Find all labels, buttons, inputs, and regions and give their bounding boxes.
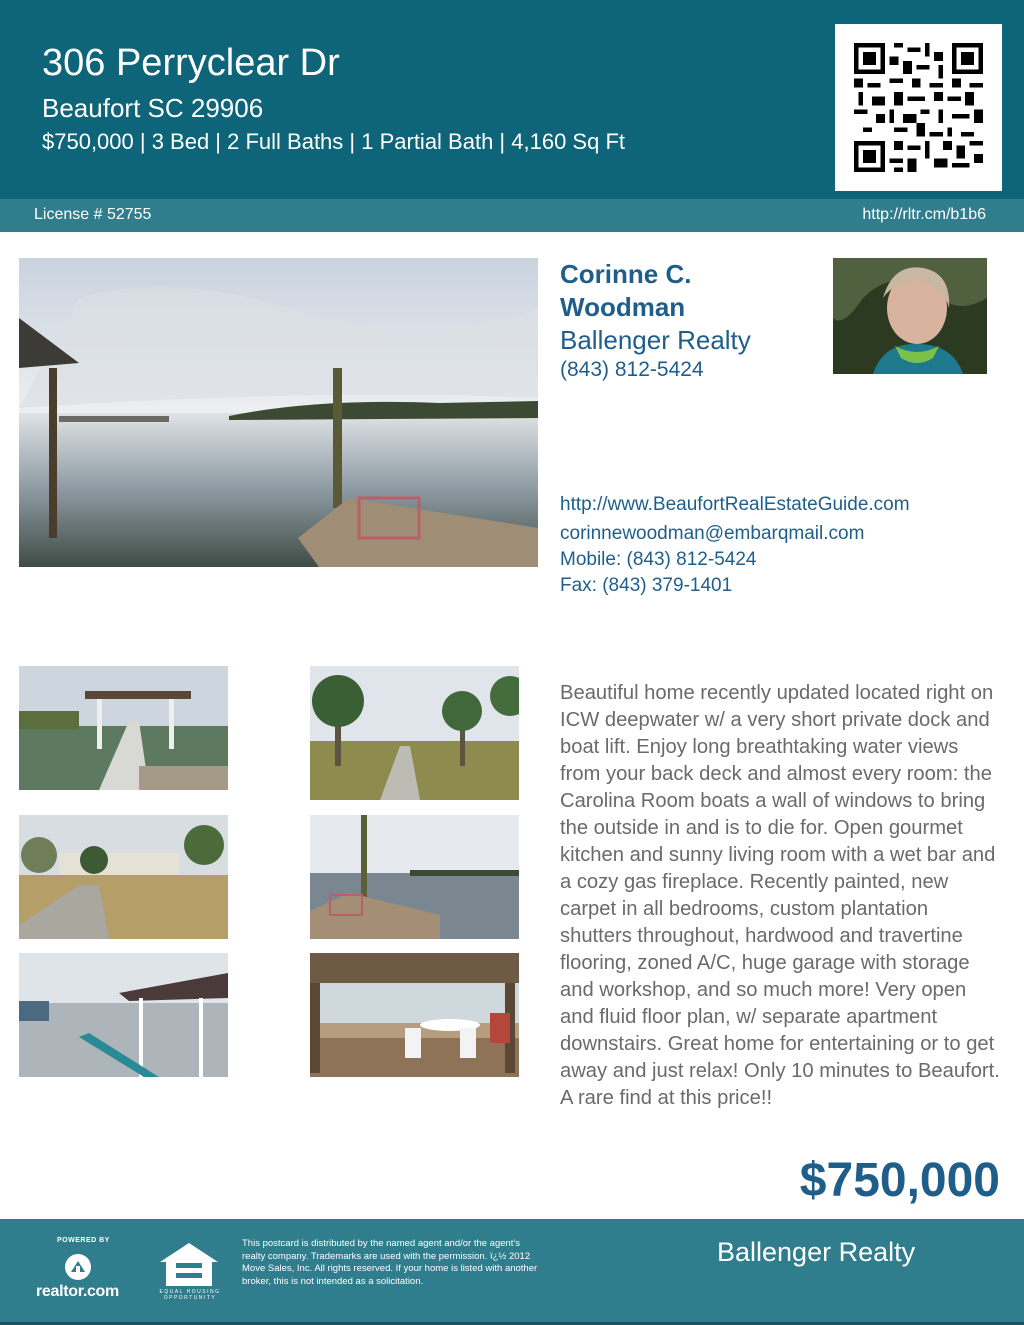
equal-housing-text: EQUAL HOUSING OPPORTUNITY [159, 1289, 221, 1301]
thumbnail-photo[interactable] [19, 953, 228, 1077]
realtor-logo-icon [62, 1252, 94, 1287]
thumbnail-photo[interactable] [310, 815, 519, 939]
equal-housing-icon [156, 1240, 222, 1293]
listing-address: 306 Perryclear Dr [42, 42, 340, 84]
thumbnail-photo[interactable] [310, 666, 519, 800]
license-number: License # 52755 [34, 206, 152, 223]
listing-price: $750,000 [799, 1154, 1000, 1207]
listing-description: Beautiful home recently updated located right on ICW deepwater w/ a very short private dock and boat lift. Enjoy long breathtaking water views from your back deck and almost every room: the Carolina Room boats a wall of windows to bring the outside in and is to die for. Open gourmet kitchen and sunny living room with a wet bar and a cozy gas fireplace. Recently painted, new carpet in all bedrooms, custom plantation shutters throughout, hardwood and travertine flooring, zoned A/C, huge garage with storage and workshop, and so much more! Very open and fluid floor plan, w/ separate apartment downstairs. Great home for entertaining or to get away and just relax! Only 10 minutes to Beaufort. A rare find at this price!! [560, 682, 1000, 1109]
thumbnail-photo[interactable] [310, 953, 519, 1077]
qr-code-icon[interactable] [835, 24, 1002, 191]
agent-phone[interactable]: (843) 812-5424 [560, 358, 704, 381]
powered-by-label: POWERED BY [57, 1237, 110, 1244]
agent-portrait [833, 258, 987, 374]
agent-website-link[interactable]: http://www.BeaufortRealEstateGuide.com [560, 494, 910, 515]
footer [0, 1219, 1024, 1325]
listing-header [0, 0, 1024, 199]
agent-last-name: Woodman [560, 292, 686, 322]
realtor-logo-text[interactable]: realtor.com [36, 1283, 119, 1300]
listing-specs: $750,000 | 3 Bed | 2 Full Baths | 1 Partial Bath | 4,160 Sq Ft [42, 129, 625, 154]
main-photo [19, 258, 538, 567]
agent-company: Ballenger Realty [560, 325, 751, 355]
listing-city: Beaufort SC 29906 [42, 93, 264, 123]
agent-email-link[interactable]: corinnewoodman@embarqmail.com [560, 523, 865, 544]
agent-first-name: Corinne C. [560, 259, 692, 289]
license-bar [0, 199, 1024, 232]
thumbnail-photo[interactable] [19, 666, 228, 790]
agent-mobile[interactable]: Mobile: (843) 812-5424 [560, 549, 757, 570]
disclaimer-text: This postcard is distributed by the named agent and/or the agent's realty company. Trademarks are used with the permission. ï¿½ 2012 Move Sales, Inc. All rights reserved. If your home is listed with another broker, this is not intended as a solicitation. [242, 1238, 538, 1287]
thumbnail-photo[interactable] [19, 815, 228, 939]
agent-name [560, 258, 810, 324]
agent-fax: Fax: (843) 379-1401 [560, 575, 733, 596]
short-url-link[interactable]: http://rltr.cm/b1b6 [862, 206, 986, 223]
footer-company: Ballenger Realty [717, 1237, 916, 1267]
